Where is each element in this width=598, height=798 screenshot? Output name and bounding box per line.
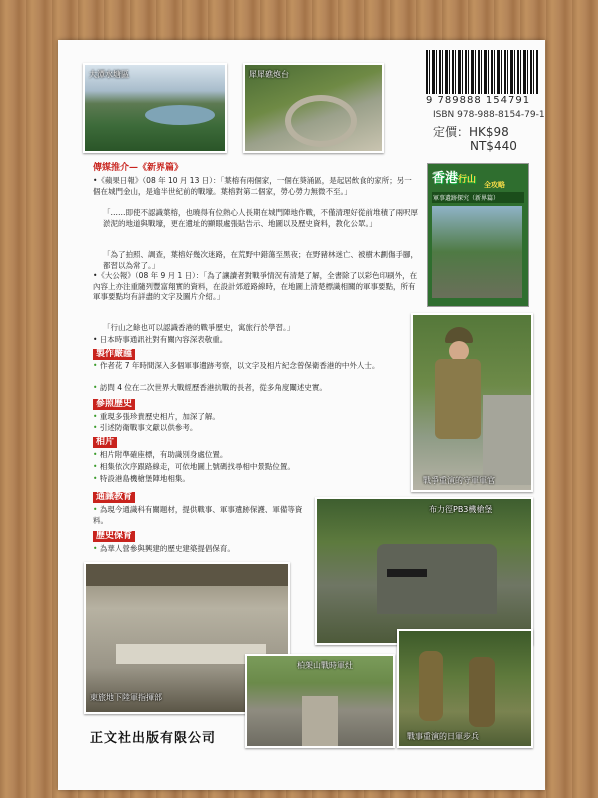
book-cover-thumbnail <box>427 163 529 307</box>
section-making-heading: 製作嚴謹 <box>93 349 135 360</box>
caption-soldier: 戰爭重演的守軍軍官 <box>423 476 495 485</box>
section-photos-item-3: • 特設港島機槍堡陣地相集。 <box>93 474 190 483</box>
media-apple-daily: •《蘋果日報》（08 年 10 月 13 日）：「葉榕有兩個家，一個在葵涌區，是起居飲食的家所；另一個在城門金山，是逾半世紀前的戰壕。葉榕對第二個家，勞心勞力無微不至。」 <box>93 176 412 196</box>
media-jiji: • 日本時事通訊社對有關內容深表敬重。 <box>93 335 228 344</box>
book-title-a: 香港 <box>432 171 459 186</box>
section-history-item-2: • 引述防衛戰事文獻以供參考。 <box>93 423 198 432</box>
section-preserve-heading: 歷史保育 <box>93 531 135 542</box>
caption-stove: 柏架山戰時軍灶 <box>297 661 353 670</box>
section-preserve-item-1: • 為華人營參與興建的歷史建築提倡保育。 <box>93 544 235 553</box>
photo-fortress <box>243 63 384 153</box>
section-making-item-2: • 訪問 4 位在二次世界大戰經歷香港抗戰的長者，從多角度闡述史實。 <box>93 383 327 392</box>
section-history-item-1: • 重現多張珍貴歷史相片，加深了解。 <box>93 412 220 421</box>
book-subtitle: 軍事遺跡探究（新界篇） <box>432 192 524 203</box>
barcode-number: 9 789888 154791 <box>426 95 531 106</box>
media-quote-2: 「……即使不認識葉榕，也曉得有位熱心人長期在城門陣地作戰，不僅清理好從前堆積了兩呎厚淤泥的地道與戰壕，更在遺址的顯眼處張貼告示、地圖以及歷史資料，教化公眾。」 <box>103 208 418 228</box>
section-photos-item-1: • 相片附準確座標，有助識別身處位置。 <box>93 450 228 459</box>
barcode <box>426 50 538 94</box>
caption-reservoir: 大潭水塘區 <box>89 70 129 79</box>
media-quote-5: 「行山之餘也可以認識香港的戰爭歷史，寓旅行於學習。」 <box>103 323 295 332</box>
section-photos-heading: 相片 <box>93 437 117 448</box>
caption-pb3: 布力徑PB3機槍堡 <box>429 505 493 514</box>
section-photos-item-2: • 相集依次序跟路線走，可依地圖上號碼找尋相中景點位置。 <box>93 462 295 471</box>
photo-reenact <box>397 629 533 748</box>
price-nt: NT$440 <box>470 139 517 153</box>
photo-soldier <box>411 313 533 492</box>
publisher-name: 正文社出版有限公司 <box>90 731 217 746</box>
caption-reenact: 戰事重演的日軍步兵 <box>407 732 479 741</box>
photo-stove <box>245 654 395 748</box>
photo-pb3 <box>315 497 533 645</box>
caption-bunker: 東旅地下陸軍指揮部 <box>90 693 162 702</box>
section-edu-item-1: • 為現今通識科有關題材，提供戰事、軍事遺跡保護、軍備等資料。 <box>93 505 303 525</box>
media-quote-3: 「為了拍照、調查，葉榕好幾次迷路，在荒野中錯蕩至黑夜；在野豬林迷亡、被樹木劃傷手腳，都習以為常了。」 <box>103 250 418 270</box>
media-ta-kung-pao: •《大公報》（08 年 9 月 1 日）：「為了讓讀者對戰爭情況有清楚了解，全書除了以彩色印刷外，在內容上亦注重隨列豐富翔實的資料，在設計郊遊路線時，在地圖上清楚標識相關的軍事要點，所有軍事要點均有詳盡的文字及圖片介紹。」 <box>93 271 418 301</box>
isbn-text: ISBN 978-988-8154-79-1 <box>433 110 545 120</box>
book-title-b: 行山 <box>458 175 477 185</box>
caption-fortress: 犀犀礁炮台 <box>249 70 289 79</box>
book-title-c: 全攻略 <box>484 181 505 189</box>
section-making-item-1: • 作者花 7 年時間深入多個軍事遺跡考察，以文字及相片紀念曾保衛香港的中外人士。 <box>93 361 380 370</box>
media-heading: 傳媒推介—《新界篇》 <box>93 163 184 173</box>
price-hk: 定價：HK$98 <box>433 125 509 139</box>
section-edu-heading: 通識教育 <box>93 492 135 503</box>
photo-reservoir <box>83 63 227 153</box>
section-history-heading: 參照歷史 <box>93 399 135 410</box>
